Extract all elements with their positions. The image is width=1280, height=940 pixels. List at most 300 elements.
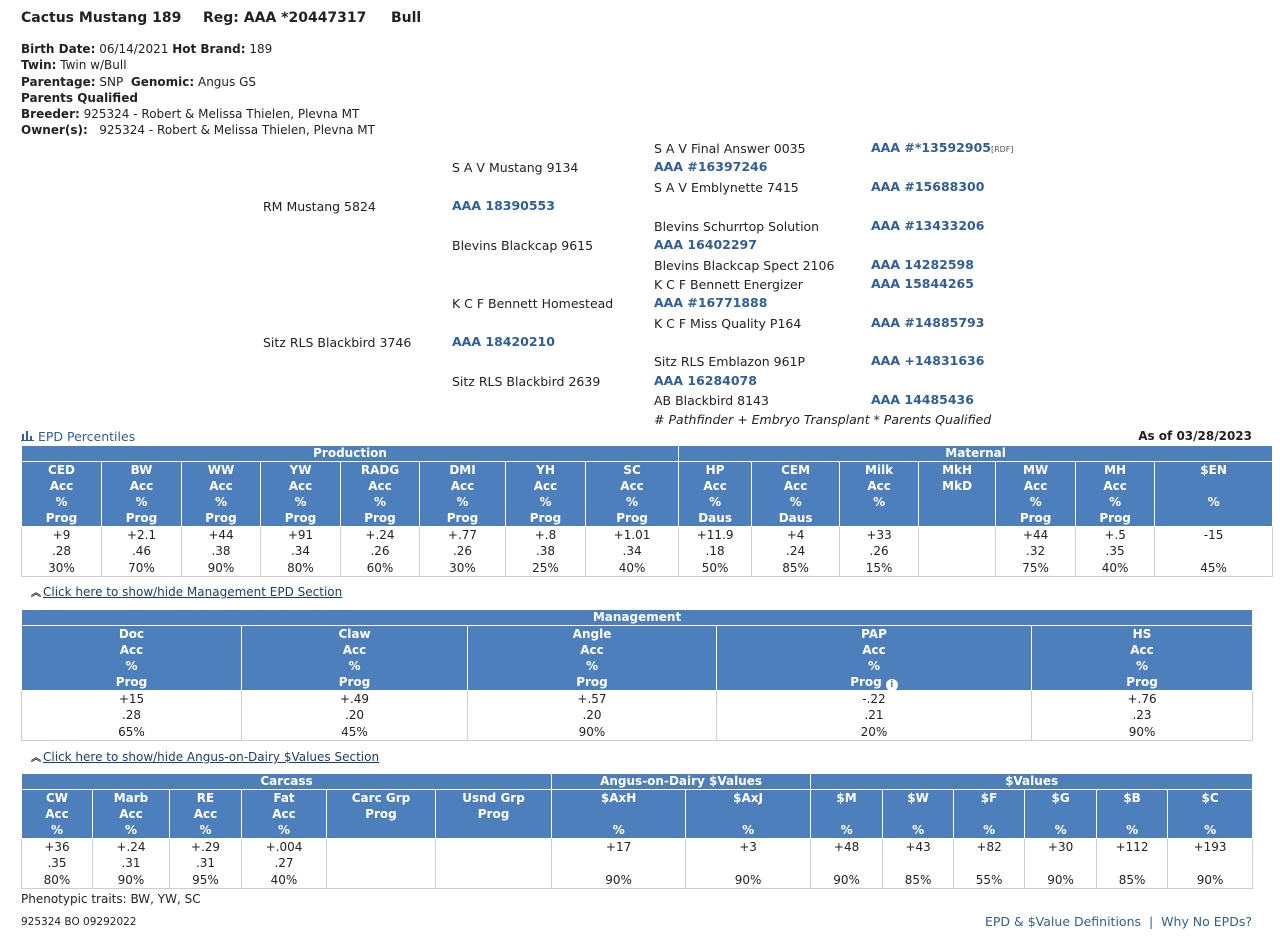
management-value-cell [1032,691,1253,741]
carcass-header-line: Prog [477,807,510,821]
carcass-value-line [1168,855,1252,871]
sire-reg[interactable]: AAA 18390553 [452,198,555,213]
production-header-line: Acc [288,479,313,493]
management-header-0 [22,626,242,691]
sdd-reg[interactable]: AAA 14282598 [871,257,974,272]
production-value-line: -15 [1203,528,1224,542]
carcass-header-line: Acc [45,807,69,821]
production-value-line: .35 [1105,544,1125,559]
epd-definitions-link[interactable]: EPD & $Value Definitions [984,914,1142,929]
production-header-line: Acc [1023,479,1048,493]
sds-reg[interactable]: AAA #13433206 [871,218,985,233]
carcass-header-line: Usnd Grp [462,791,525,805]
production-value-cell [1076,527,1155,577]
sss-reg[interactable] [871,140,1014,155]
ss-name[interactable]: S A V Mustang 9134 [452,160,579,175]
production-header-line: MW [1023,463,1049,477]
production-value-cell [679,527,752,577]
breeder-label: Breeder: [21,107,80,122]
sdd-name[interactable]: Blevins Blackcap Spect 2106 [654,258,835,273]
production-header-line: Daus [698,511,732,525]
carcass-value-line: +.004 [265,840,303,854]
production-header-line: Prog [1099,511,1131,525]
production-header-line: % [709,495,722,509]
carcass-header-line: % [983,823,996,837]
management-value-line: 20% [860,724,888,739]
carcass-header-line: $AxJ [733,791,763,805]
management-header-line: Acc [862,643,886,657]
carcass-header-line [1097,806,1167,822]
production-header-line: CEM [781,463,811,477]
carcass-value-line: +3 [739,840,757,854]
production-value-cell [586,527,679,577]
carcass-header-line: Acc [119,807,143,821]
parentage-label: Parentage: [21,74,96,89]
bar-chart-icon [21,430,34,441]
production-value-line: +.77 [447,528,478,542]
production-header-line: % [873,495,886,509]
carcass-value-cell [552,839,686,889]
info-icon[interactable]: i [886,679,898,691]
production-header-12 [996,462,1076,527]
carcass-header-line: $C [1201,791,1219,805]
management-value-line: .20 [344,708,365,723]
management-header-line: Prog [338,675,371,689]
ssd-name[interactable]: S A V Emblynette 7415 [654,180,799,195]
animal-info [21,41,375,139]
carcass-header-line [1168,806,1252,822]
production-value-line: +44 [208,528,234,542]
dollar-values-group-header: $Values [811,774,1253,790]
production-header-4 [341,462,420,527]
production-value-line: 40% [1101,560,1129,575]
production-header-line: Acc [129,479,154,493]
carcass-group-header: Carcass [22,774,552,790]
carcass-value-line: +112 [1115,840,1149,854]
management-header-4 [1032,626,1253,691]
production-header-line: Acc [783,479,808,493]
management-header-line: Prog [115,675,148,689]
chevron-up-icon: ︽ [31,588,41,599]
carcass-header-line: % [199,823,212,837]
production-value-line: .34 [290,544,311,559]
production-header-line: Prog [364,511,396,525]
carcass-value-line [811,855,882,871]
production-header-line: Acc [368,479,392,493]
production-value-line: +44 [1022,528,1049,542]
carcass-value-line: .31 [121,856,141,871]
production-header-line: Prog [125,511,158,525]
production-value-line: 45% [1200,560,1227,575]
production-header-line: % [135,495,148,509]
carcass-header-8 [811,790,883,839]
carcass-header-line: $B [1123,791,1141,805]
management-value-line: +.57 [577,692,607,706]
carcass-header-line: $F [980,791,998,805]
management-value-cell [242,691,468,741]
twin-value: Twin w/Bull [60,58,127,73]
carcass-header-line [436,822,551,838]
production-header-10 [840,462,919,527]
carcass-value-cell [1025,839,1097,889]
management-value-line: 90% [578,724,606,739]
production-value-line: +91 [287,528,314,542]
carcass-header-line: $G [1051,791,1070,805]
production-header-line: % [214,495,228,509]
management-value-line: .28 [121,708,142,723]
production-value-line: 75% [1022,560,1049,575]
carcass-header-line: % [277,823,291,837]
carcass-header-line [954,806,1024,822]
production-header-line: Acc [209,479,233,493]
carcass-value-line: 85% [1118,872,1146,887]
production-header-line: Acc [867,479,891,493]
production-header-line: MkH [942,463,973,477]
production-value-line: .18 [705,544,725,559]
as-of-date: As of 03/28/2023 [1138,429,1252,443]
carcass-value-cell [170,839,242,889]
production-header-line: SC [623,463,641,477]
management-header-line-wrap [717,674,1031,690]
carcass-value-cell [93,839,170,889]
carcass-value-line: .31 [195,856,216,871]
production-header-line: % [294,495,307,509]
production-value-line [919,560,995,576]
epd-percentiles-title[interactable] [21,429,135,444]
production-value-line [919,543,995,559]
carcass-value-line: +17 [605,840,632,854]
management-toggle-label[interactable]: Click here to show/hide Management EPD Section [43,585,343,599]
production-header-line: Prog [205,511,237,525]
ddd-reg[interactable]: AAA 14485436 [871,392,974,407]
management-header-line: % [585,659,599,673]
hot-brand: 189 [249,42,273,56]
production-header-8 [679,462,752,527]
production-header-line: Acc [49,479,74,493]
carcass-header-5 [436,790,552,839]
production-maternal-table [21,445,1273,577]
carcass-header-10 [954,790,1025,839]
production-header-line: Milk [865,463,894,477]
production-header-line: HP [705,463,725,477]
carcass-value-line: +36 [44,840,70,854]
production-header-line: Acc [1103,479,1127,493]
production-value-line: +.5 [1104,528,1126,542]
why-no-epds-link[interactable]: Why No EPDs? [1161,914,1252,929]
carcass-value-line: +43 [905,840,931,854]
carcass-header-line [883,806,953,822]
sss-reg-number[interactable]: AAA #*13592905 [871,140,991,155]
production-header-line: % [373,495,387,509]
production-value-line: 30% [449,560,476,575]
production-header-0 [22,462,102,527]
carcass-value-line: 90% [734,872,762,887]
production-value-cell [506,527,586,577]
angus-on-dairy-toggle[interactable] [31,749,379,764]
management-header-line: Doc [118,627,145,641]
carcass-value-line: 55% [975,872,1003,887]
dds-name[interactable]: Sitz RLS Emblazon 961P [654,354,806,369]
footer-separator: | [1148,914,1154,929]
carcass-value-line [552,855,685,871]
production-value-cell [919,527,996,577]
breeder-value: 925324 - Robert & Melissa Thielen, Plevna MT [83,107,360,122]
carcass-value-cell [1168,839,1253,889]
angus-on-dairy-group-header: Angus-on-Dairy $Values [552,774,811,790]
carcass-header-1 [93,790,170,839]
carcass-value-line: 95% [192,872,219,887]
dam-reg[interactable]: AAA 18420210 [452,334,555,349]
production-header-line: Prog [446,511,479,525]
production-value-line: 85% [782,560,809,575]
sire-name[interactable]: RM Mustang 5824 [263,199,376,214]
production-header-line: MH [1104,463,1127,477]
production-header-line: DMI [449,463,476,477]
carcass-value-line: +193 [1193,840,1227,854]
carcass-header-line: % [612,823,625,837]
production-value-line: 30% [48,560,75,575]
carcass-header-9 [883,790,954,839]
carcass-header-4 [327,790,436,839]
production-header-line: WW [207,463,235,477]
carcass-header-line: % [50,823,64,837]
production-value-line: 90% [207,560,235,575]
production-value-line: .24 [786,544,806,559]
production-header-5 [420,462,506,527]
carcass-header-line [552,806,685,822]
twin-label: Twin: [21,58,57,73]
production-header-line: YW [289,463,312,477]
production-value-line: 40% [618,560,646,575]
animal-name: Cactus Mustang 189 [21,10,182,26]
production-value-line: 25% [532,560,559,575]
production-header-line: YH [536,463,555,477]
hot-brand-label: Hot Brand: [172,42,246,56]
parentage-value: SNP [99,74,124,89]
carcass-value-line [327,839,435,855]
production-value-line: +1.01 [613,528,651,542]
carcass-value-line: 90% [833,872,860,887]
management-header-line: % [1136,659,1149,673]
production-header-line [1155,510,1272,526]
carcass-header-line [811,806,882,822]
carcass-header-line: $AxH [600,791,637,805]
production-header-line: % [626,495,639,509]
production-value-line: +9 [52,528,71,542]
carcass-value-line [954,855,1024,871]
carcass-value-cell [686,839,811,889]
management-header-line: Prog [850,675,882,689]
production-header-6 [506,462,586,527]
pedigree-legend: # Pathfinder + Embryo Transplant * Parents Qualified [654,412,992,427]
production-header-line: % [1207,495,1220,509]
carcass-value-line: +48 [833,840,860,854]
dam-name[interactable]: Sitz RLS Blackbird 3746 [263,335,412,350]
carcass-value-line [1097,855,1167,871]
production-value-line [919,527,995,543]
management-header-3 [717,626,1032,691]
maternal-group-header: Maternal [679,446,1273,462]
carcass-header-line [1025,806,1096,822]
carcass-header-line: Acc [272,807,296,821]
carcass-header-line: $M [836,791,857,805]
production-header-line [840,510,918,526]
management-header-2 [468,626,717,691]
sds-name[interactable]: Blevins Schurrtop Solution [654,219,820,234]
management-value-cell [22,691,242,741]
angus-on-dairy-toggle-label[interactable]: Click here to show/hide Angus-on-Dairy $Values Section [43,750,380,764]
birth-date: 06/14/2021 [99,42,169,56]
production-value-cell [102,527,182,577]
carcass-value-line: .27 [274,856,294,871]
production-header-line [919,510,995,526]
carcass-header-12 [1097,790,1168,839]
genomic-label: Genomic: [130,74,195,89]
carcass-value-line [327,872,435,888]
carcass-header-line: $W [907,791,929,805]
production-header-line: Prog [284,511,317,525]
carcass-header-line: Acc [193,807,218,821]
management-value-line: 90% [1128,724,1156,739]
carcass-value-line [436,855,551,871]
sd-name[interactable]: Blevins Blackcap 9615 [452,238,594,253]
animal-sex: Bull [391,10,422,26]
ds-name[interactable]: K C F Bennett Homestead [452,296,614,311]
management-value-line: 65% [118,724,145,739]
carcass-value-line: 80% [43,872,71,887]
production-value-cell [341,527,420,577]
management-header-line: PAP [861,627,887,641]
carcass-value-line [686,855,810,871]
ssd-reg[interactable]: AAA #15688300 [871,179,985,194]
dsd-reg[interactable]: AAA #14885793 [871,315,985,330]
production-value-line: .46 [131,544,152,559]
parents-qualified: Parents Qualified [21,90,138,105]
production-value-line: +.8 [534,528,557,542]
sd-reg[interactable]: AAA 16402297 [654,237,757,252]
management-header-line: % [125,659,138,673]
carcass-value-cell [811,839,883,889]
carcass-value-line: +.24 [116,840,146,854]
carcass-header-line: RE [196,791,215,805]
production-header-3 [261,462,341,527]
production-header-line: Prog [616,511,648,525]
management-header-line: Acc [580,643,604,657]
carcass-header-line: % [1126,823,1139,837]
carcass-values-table [21,773,1253,889]
production-header-line: CED [48,463,75,477]
carcass-header-line [686,806,810,822]
dsd-name[interactable]: K C F Miss Quality P164 [654,316,802,331]
production-header-2 [182,462,261,527]
production-header-line: % [456,495,469,509]
management-value-line: +.49 [339,692,370,706]
birth-date-label: Birth Date: [21,42,96,56]
production-value-line: +4 [786,528,805,542]
carcass-value-line [436,839,551,855]
ss-reg[interactable]: AAA #16397246 [654,159,768,174]
production-value-line: .26 [869,544,889,559]
production-header-line: RADG [360,463,400,477]
genomic-value: Angus GS [197,74,257,89]
production-value-line: .26 [452,544,473,559]
management-header-line: Angle [572,627,612,641]
carcass-header-line: Fat [273,791,295,805]
production-header-line: Acc [533,479,558,493]
production-header-line: % [1109,495,1122,509]
management-header-line: HS [1132,627,1152,641]
management-toggle[interactable] [31,584,342,599]
dd-reg[interactable]: AAA 16284078 [654,373,757,388]
chevron-up-icon: ︽ [31,753,41,764]
production-header-13 [1076,462,1155,527]
production-value-line: +11.9 [696,528,734,542]
sss-name[interactable]: S A V Final Answer 0035 [654,141,806,156]
carcass-header-11 [1025,790,1097,839]
carcass-header-line: % [912,823,925,837]
dss-name[interactable]: K C F Bennett Energizer [654,277,803,292]
carcass-value-cell [22,839,93,889]
production-value-line: .26 [370,544,390,559]
production-header-line: Prog [45,511,78,525]
production-header-line: % [55,495,68,509]
carcass-value-cell [436,839,552,889]
carcass-header-line: Marb [113,791,149,805]
carcass-header-2 [170,790,242,839]
production-value-line: 50% [701,560,729,575]
production-group-header: Production [22,446,679,462]
footer-links [985,914,1252,929]
production-header-line: Daus [778,511,813,525]
management-value-line: 45% [341,724,368,739]
ds-reg[interactable]: AAA #16771888 [654,295,768,310]
production-header-7 [586,462,679,527]
production-header-14 [1155,462,1273,527]
carcass-value-cell [1097,839,1168,889]
production-value-line: 15% [865,560,893,575]
dss-reg[interactable]: AAA 15844265 [871,276,974,291]
production-value-line: +33 [866,528,892,542]
carcass-value-line: 85% [904,872,932,887]
production-value-line: 70% [128,560,155,575]
production-header-9 [752,462,840,527]
carcass-header-line: % [1204,823,1217,837]
carcass-value-line [883,855,953,871]
production-header-line: $EN [1200,463,1227,477]
management-value-cell [717,691,1032,741]
production-value-line [1155,543,1272,559]
production-header-line: % [789,495,802,509]
management-value-cell [468,691,717,741]
production-header-line [919,494,995,510]
ddd-name[interactable]: AB Blackbird 8143 [654,393,769,408]
production-value-cell [182,527,261,577]
management-header-line: % [348,659,361,673]
production-value-line: 60% [366,560,394,575]
production-value-cell [1155,527,1273,577]
carcass-header-13 [1168,790,1253,839]
management-header-line: Prog [1126,675,1158,689]
dd-name[interactable]: Sitz RLS Blackbird 2639 [452,374,601,389]
footer-code: 925324 BO 09292022 [21,916,137,928]
dds-reg[interactable]: AAA +14831636 [871,353,985,368]
management-table [21,609,1253,741]
production-value-cell [996,527,1076,577]
epd-title-text: EPD Percentiles [37,429,136,444]
carcass-value-line: +.29 [190,840,221,854]
management-value-line: .20 [582,708,602,723]
production-value-cell [261,527,341,577]
